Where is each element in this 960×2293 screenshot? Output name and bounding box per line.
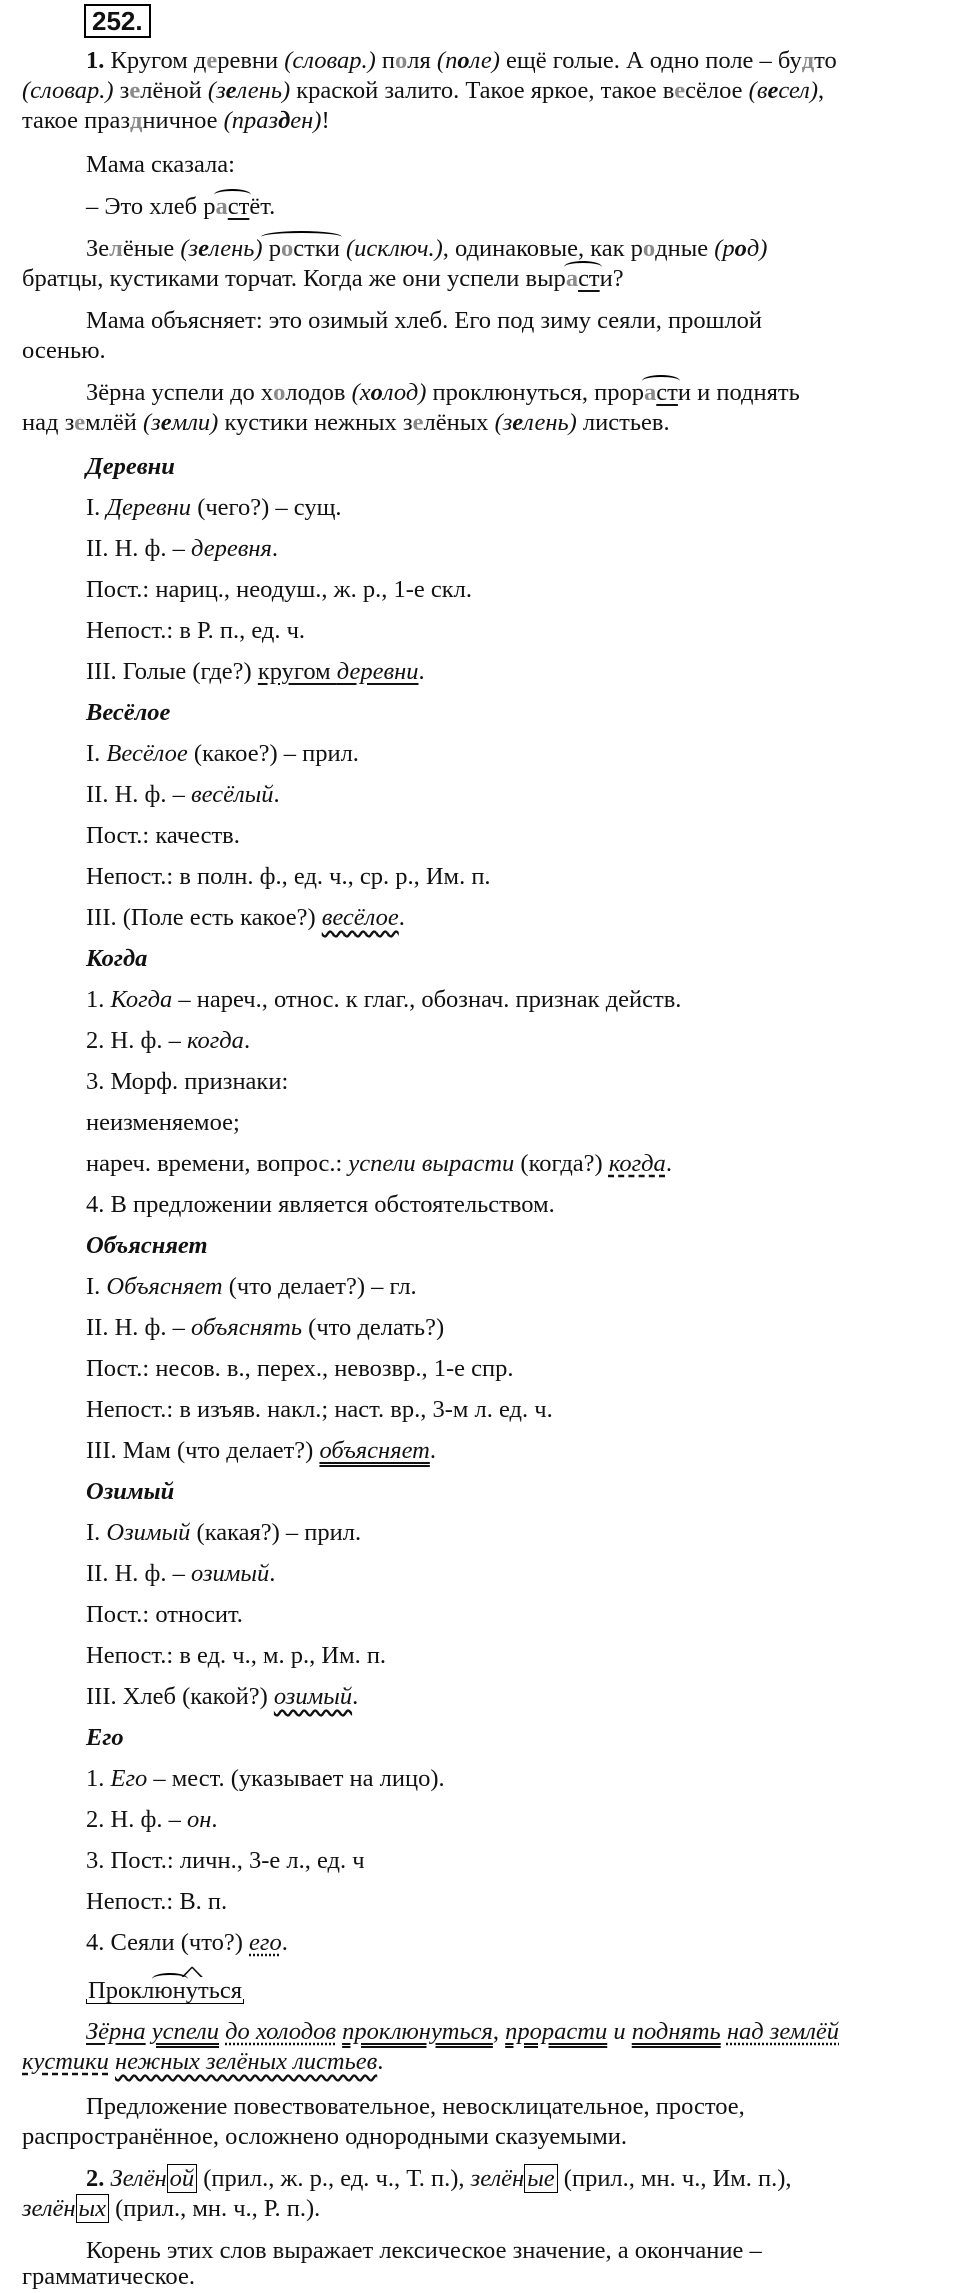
final-line1: Корень этих слов выражает лексическое значение, а окончание – [86,2237,762,2264]
analysis-line: Непост.: в изъяв. накл.; наст. вр., 3-м л. ед. ч. [86,1396,553,1423]
quote-line: – Это хлеб растёт. [86,193,276,220]
analysis-line: неизменяемое; [86,1109,240,1136]
analysis-line: Непост.: в ед. ч., м. р., Им. п. [86,1642,387,1669]
analysis-line: 3. Морф. признаки: [86,1068,289,1095]
p5-line1: 2. Зелён ой (прил., ж. р., ед. ч., Т. п.), зелён ые (прил., мн. ч., Им. п.), [86,2165,792,2192]
analysis-line: 2. Н. ф. – он. [86,1806,218,1833]
p2-line2: братцы, кустиками торчат. Когда же они успели вырасти? [22,265,624,292]
analysis-heading: Озимый [86,1478,175,1505]
analysis-line: I. Деревни (чего?) – сущ. [86,494,342,521]
item-number: 2. [86,2165,105,2192]
analysis-line: 1. Когда – нареч., относ. к глаг., обознач. признак действ. [86,986,682,1013]
analysis-line: Пост.: относит. [86,1601,243,1628]
analysis-line: II. Н. ф. – деревня. [86,535,279,562]
analysis-line: 1. Его – мест. (указывает на лицо). [86,1765,445,1792]
mama-said: Мама сказала: [86,151,235,178]
analysis-line: II. Н. ф. – весёлый. [86,781,280,808]
morphemic-word: Проклюн^ уться [86,1976,960,2006]
analysis-heading: Его [86,1724,124,1751]
analysis-line: III. Голые (где?) кругом деревни. [86,658,425,685]
analysis-heading: Весёлое [86,699,171,726]
analysis-line: 4. Сеяли (что?) его. [86,1929,288,1956]
p3-line2: осенью. [22,337,106,364]
parsed-sentence-line1: Зёрна успели до холодов проклюнуться, прорасти и поднять над землёй [86,2018,840,2045]
analysis-heading: Деревни [86,453,175,480]
analysis-line: Пост.: качеств. [86,822,240,849]
p1-line2: (словар.) зелёной (зелень) краской залито. Такое яркое, такое весёлое (весел), [22,77,825,104]
analysis-line: I. Объясняет (что делает?) – гл. [86,1273,417,1300]
analysis-line: 3. Пост.: личн., 3-е л., ед. ч [86,1847,365,1874]
p4-line2: над землёй (земли) кустики нежных зелёных (зелень) листьев. [22,409,670,436]
analysis-line: II. Н. ф. – озимый. [86,1560,276,1587]
p1-line3: такое праздничное (празден)! [22,107,330,134]
p5-line2: зелён ых (прил., мн. ч., Р. п.). [22,2195,321,2222]
analysis-line: 4. В предложении является обстоятельством. [86,1191,555,1218]
p1-line1: 1. Кругом деревни (словар.) поля (поле) ещё голые. А одно поле – будто [86,47,837,74]
analysis-line: I. Озимый (какая?) – прил. [86,1519,362,1546]
analysis-line: III. (Поле есть какое?) весёлое. [86,904,405,931]
analysis-line: 2. Н. ф. – когда. [86,1027,251,1054]
analysis-line: нареч. времени, вопрос.: успели вырасти (когда?) когда. [86,1150,672,1177]
analysis-line: Непост.: В. п. [86,1888,228,1915]
analysis-line: Непост.: в полн. ф., ед. ч., ср. р., Им. п. [86,863,491,890]
analysis-line: Непост.: в Р. п., ед. ч. [86,617,306,644]
final-line2: грамматическое. [22,2263,195,2290]
analysis-line: III. Мам (что делает?) объясняет. [86,1437,436,1464]
item-number: 1. [86,47,105,74]
parsed-sentence-line2: кустики нежных зелёных листьев. [22,2048,384,2075]
analysis-line: Пост.: нариц., неодуш., ж. р., 1-е скл. [86,576,473,603]
analysis-line: III. Хлеб (какой?) озимый. [86,1683,359,1710]
summary-line2: распространённое, осложнено однородными сказуемыми. [22,2123,627,2150]
summary-line1: Предложение повествовательное, невосклицательное, простое, [86,2093,745,2120]
analysis-line: Пост.: несов. в., перех., невозвр., 1-е спр. [86,1355,514,1382]
p3-line1: Мама объясняет: это озимый хлеб. Его под зиму сеяли, прошлой [86,307,763,334]
analysis-line: II. Н. ф. – объяснять (что делать?) [86,1314,445,1341]
analysis-heading: Когда [86,945,148,972]
p4-line1: Зёрна успели до холодов (холод) проклюнуться, прорасти и поднять [86,379,800,406]
p2-line1: Зелёные (зелень) ростки (исключ.), одинаковые, как родные (род) [86,235,768,262]
analysis-line: I. Весёлое (какое?) – прил. [86,740,359,767]
task-number: 252. [84,4,151,38]
analysis-heading: Объясняет [86,1232,208,1259]
